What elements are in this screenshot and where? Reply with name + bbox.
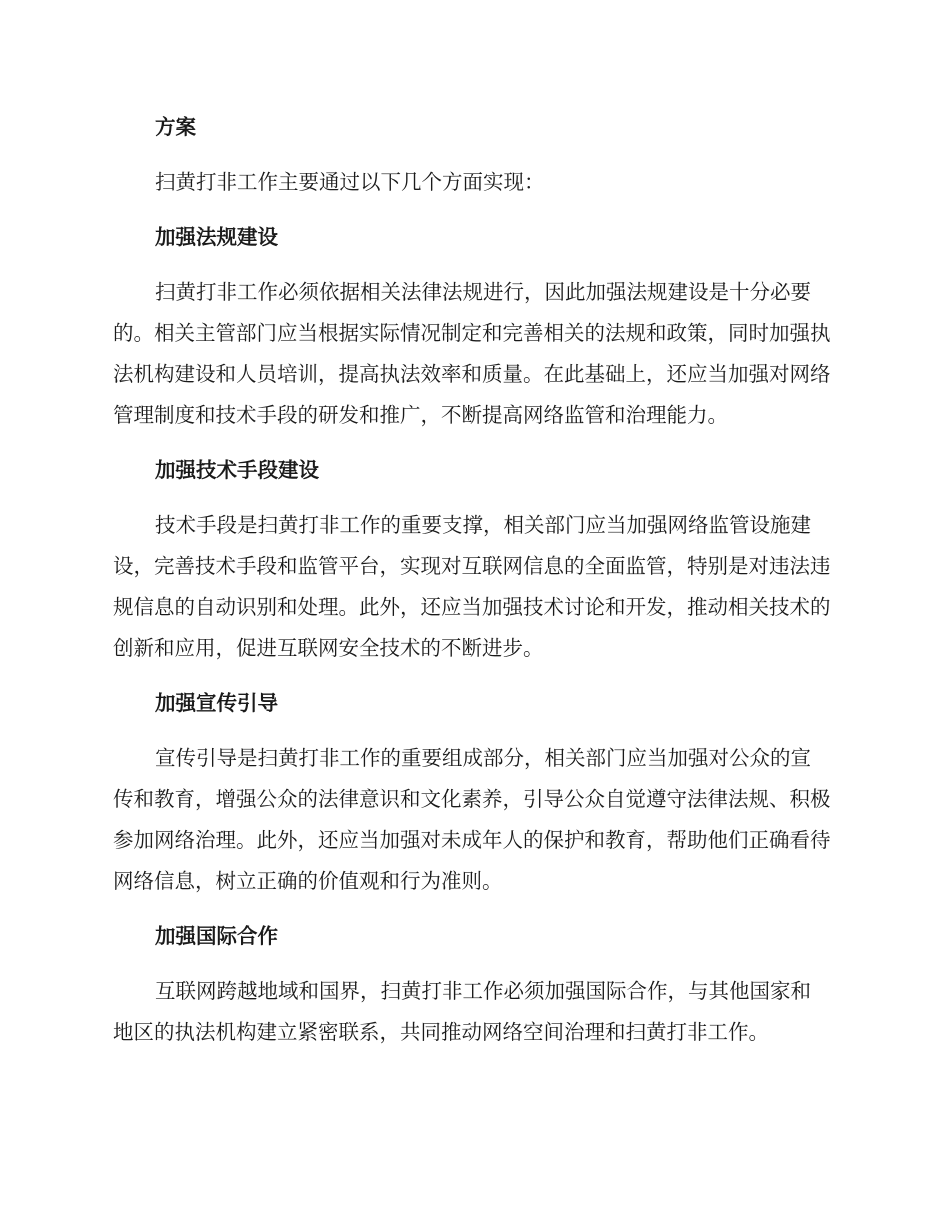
section-heading-regulations: 加强法规建设 [155,225,278,249]
section-heading-technology: 加强技术手段建设 [155,458,319,482]
heading-plan: 方案 [155,115,196,139]
intro-paragraph: 扫黄打非工作主要通过以下几个方面实现： [155,170,545,194]
section-body-technology: 技术手段是扫黄打非工作的重要支撑，相关部门应当加强网络监管设施建设，完善技术手段和监管平台，实现对互联网信息的全面监管，特别是对违法违规信息的自动识别和处理。此外，还应当加强技术讨论和开发，推动相关技术的创新和应用，促进互联网安全技术的不断进步。 [113,513,831,660]
section-body-publicity: 宣传引导是扫黄打非工作的重要组成部分，相关部门应当加强对公众的宣传和教育，增强公众的法律意识和文化素养，引导公众自觉遵守法律法规、积极参加网络治理。此外，还应当加强对未成年人的保护和教育，帮助他们正确看待网络信息，树立正确的价值观和行为准则。 [113,746,831,893]
document-body [113,107,831,1053]
section-heading-international: 加强国际合作 [155,924,278,948]
section-heading-publicity: 加强宣传引导 [155,691,278,715]
section-body-international: 互联网跨越地域和国界，扫黄打非工作必须加强国际合作，与其他国家和地区的执法机构建立紧密联系，共同推动网络空间治理和扫黄打非工作。 [113,979,811,1044]
section-body-regulations: 扫黄打非工作必须依据相关法律法规进行，因此加强法规建设是十分必要的。相关主管部门应当根据实际情况制定和完善相关的法规和政策，同时加强执法机构建设和人员培训，提高执法效率和质量。在此基础上，还应当加强对网络管理制度和技术手段的研发和推广，不断提高网络监管和治理能力。 [113,280,831,427]
